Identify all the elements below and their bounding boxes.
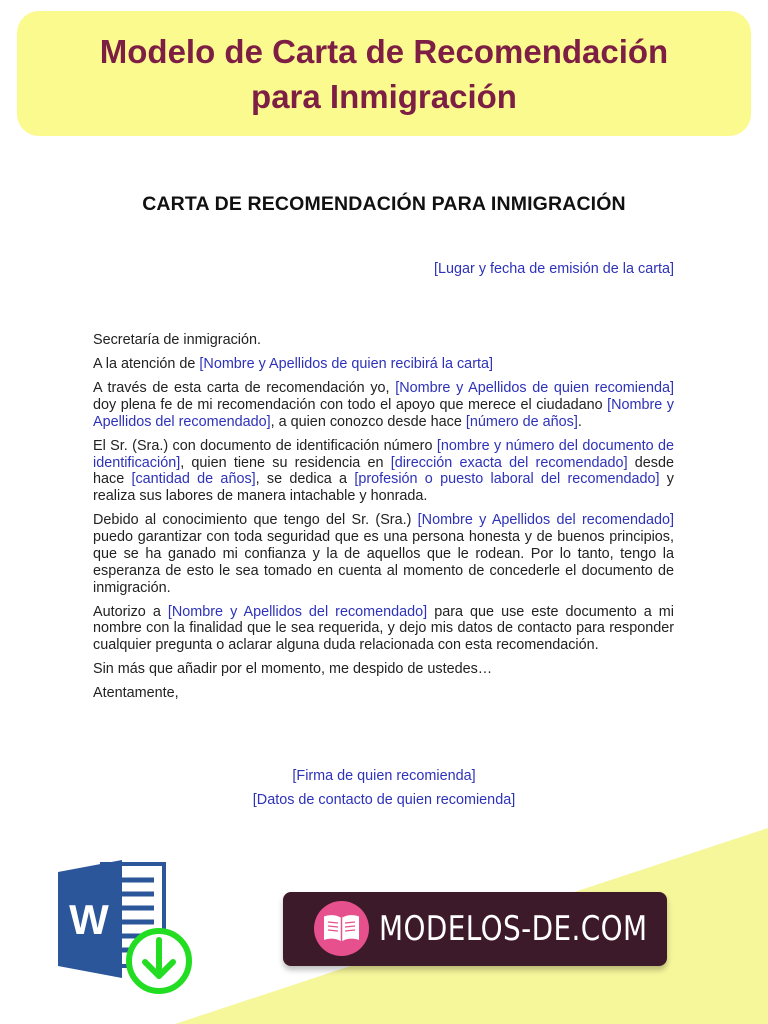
paragraph-3-text-2: puedo garantizar con toda seguridad que es una persona honesta y de buenos principios, que se ha ganado mi confianza y la de aquellos que le rodean. Por lo tanto, tengo la esperanza de esto le sea tomado en cuenta al momento de concederle el documento de inmigración. (93, 529, 674, 596)
paragraph-4 (93, 604, 674, 654)
banner-title-line-2: para Inmigración (251, 77, 517, 115)
paragraph-2-text-3: desde hace (93, 454, 674, 488)
brand-logo-badge[interactable] (283, 892, 667, 966)
paragraph-4-text-2: para que use este documento a mi nombre con la finalidad que le sea requerida, y dejo mis datos de contacto para responder cualquier pregunta o aclarar alguna duda relacionada con esta recomendación. (93, 603, 674, 654)
title-banner (17, 11, 751, 136)
word-document-download-icon[interactable] (58, 858, 198, 998)
paragraph-3-text-1: Debido al conocimiento que tengo del Sr. (Sra.) (93, 512, 418, 529)
closing-line: Sin más que añadir por el momento, me despido de ustedes… (93, 661, 493, 678)
recommended-name-placeholder: [Nombre y Apellidos del recomendado] (167, 603, 428, 620)
address-placeholder: [dirección exacta del recomendado] (390, 454, 628, 471)
paragraph-1-text-4: . (577, 413, 582, 430)
paragraph-2 (93, 438, 674, 505)
paragraph-1-text-1: A través de esta carta de recomendación yo, (93, 380, 396, 397)
years-residence-placeholder: [cantidad de años] (131, 471, 256, 488)
paragraph-2-text-1: El Sr. (Sra.) con documento de identificación número (93, 437, 437, 454)
paragraph-2-text-4: , se dedica a (255, 471, 355, 488)
attention-line (93, 356, 674, 373)
paragraph-1 (93, 380, 674, 430)
attention-prefix: A la atención de (93, 356, 200, 373)
letter-body (93, 332, 674, 710)
recommender-name-placeholder: [Nombre y Apellidos de quien recomienda] (395, 380, 674, 397)
brand-name: MODELOS-DE.COM (379, 909, 648, 949)
addressee-line: Secretaría de inmigración. (93, 332, 261, 348)
id-document-placeholder: [nombre y número del documento de identificación] (93, 437, 674, 471)
paragraph-2-text-5: y realiza sus labores de manera intachable y honrada. (93, 471, 674, 505)
recommended-name-placeholder: [Nombre y Apellidos del recomendado] (93, 396, 674, 430)
sign-off: Atentamente, (93, 685, 179, 702)
paragraph-2-text-2: , quien tiene su residencia en (180, 454, 391, 471)
signature-placeholder: [Firma de quien recomienda] (292, 768, 476, 784)
document-title: CARTA DE RECOMENDACIÓN PARA INMIGRACIÓN (142, 193, 626, 215)
date-placeholder: [Lugar y fecha de emisión de la carta] (434, 261, 674, 277)
paragraph-1-text-3: , a quien conozco desde hace (270, 413, 466, 430)
profession-placeholder: [profesión o puesto laboral del recomendado] (354, 471, 660, 488)
recipient-name-placeholder: [Nombre y Apellidos de quien recibirá la carta] (199, 356, 493, 373)
open-book-icon (323, 913, 360, 944)
paragraph-1-text-2: doy plena fe de mi recomendación con todo el apoyo que merece el ciudadano (93, 396, 608, 413)
banner-title-line-1: Modelo de Carta de Recomendación (99, 32, 669, 70)
brand-icon-circle (314, 901, 369, 956)
word-letter: W (69, 896, 109, 943)
years-known-placeholder: [número de años] (465, 413, 578, 430)
paragraph-4-text-1: Autorizo a (93, 603, 168, 620)
contact-placeholder: [Datos de contacto de quien recomienda] (252, 792, 516, 808)
recommended-name-placeholder: [Nombre y Apellidos del recomendado] (417, 512, 674, 529)
paragraph-3 (93, 512, 674, 596)
